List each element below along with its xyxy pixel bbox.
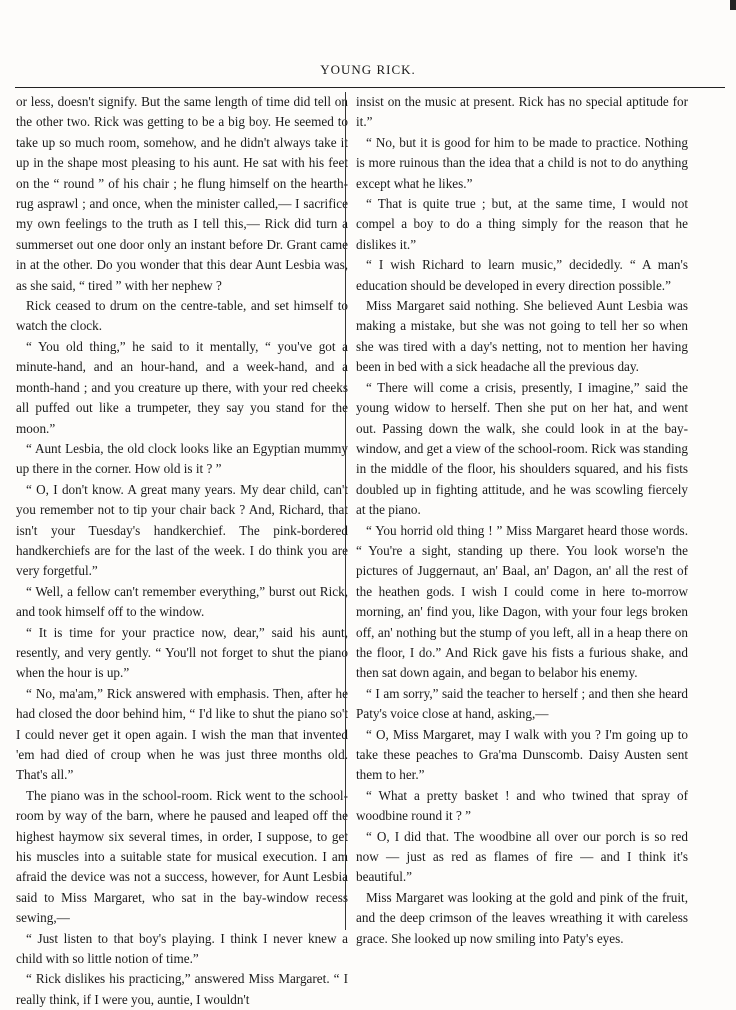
paragraph: “ You horrid old thing ! ” Miss Margaret heard those words. “ You're a sight, standing up there. You look worse'n the pictures of Juggernaut, an' Baal, an' Dagon, an' all the rest of the heathen gods. I wish I could come in here to-morrow morning, an' find you, like Dagon, with your four legs broken off, an' nothing but the stump of you left, all in a heap there on the floor, I do.” And Rick gave his fists a furious shake, and then sat down again, and began to belabor his enemy. <box>356 522 688 681</box>
paragraph: “ O, I did that. The woodbine all over our porch is so red now — just as red as flames of fire — and I think it's beautiful.” <box>356 828 688 885</box>
paragraph: “ Rick dislikes his practicing,” answered Miss Margaret. “ I really think, if I were you, auntie, I wouldn't <box>16 971 348 1007</box>
paragraph: The piano was in the school-room. Rick went to the school-room by way of the barn, where he paused and leaped off the highest haymow six several times, in order, I suppose, to get his muscles into a suitable state for musical execution. I am afraid the device was not a success, however, for Aunt Lesbia said to Miss Margaret, who sat in the bay-window recess sewing,— <box>16 787 348 926</box>
corner-mark <box>730 0 736 10</box>
right-column <box>356 92 688 949</box>
paragraph: Miss Margaret was looking at the gold and pink of the fruit, and the deep crimson of the leaves wreathing it with careless grace. She looked up now smiling into Paty's eyes. <box>356 889 688 946</box>
paragraph: “ O, Miss Margaret, may I walk with you ? I'm going up to take these peaches to Gra'ma Dunscomb. Daisy Austen sent them to her.” <box>356 726 688 783</box>
paragraph: “ That is quite true ; but, at the same time, I would not compel a boy to do a thing simply for the reason that he dislikes it.” <box>356 196 688 252</box>
paragraph: “ Well, a fellow can't remember everything,” burst out Rick, and took himself off to the window. <box>16 583 348 620</box>
paragraph: “ There will come a crisis, presently, I imagine,” said the young widow to herself. Then she put on her hat, and went out. Passing down the walk, she could look in at the bay-window, and get a view of the school-room. Rick was standing in the middle of the floor, his shoulders squared, and his fists doubled up in fighting attitude, and he was scowling fiercely at the piano. <box>356 379 688 518</box>
paragraph: or less, doesn't signify. But the same length of time did tell on the other two. Rick was getting to be a big boy. He seemed to take up so much room, somehow, and he didn't always take it up in the shape most pleasing to his aunt. He sat with his feet on the “ round ” of his chair ; he flung himself on the hearth-rug asprawl ; and once, when the minister called,— I sacrifice my own feelings to the truth as I tell this,— Rick did turn a summerset out one door only an instant before Dr. Grant came in at the other. Do you wonder that this dear Aunt Lesbia was, as she said, “ tired ” with her nephew ? <box>16 94 348 293</box>
paragraph: “ I am sorry,” said the teacher to herself ; and then she heard Paty's voice close at hand, asking,— <box>356 685 688 722</box>
running-head: YOUNG RICK. <box>320 62 416 77</box>
paragraph: Rick ceased to drum on the centre-table, and set himself to watch the clock. <box>16 298 348 334</box>
column-divider <box>345 92 346 930</box>
paragraph: “ No, ma'am,” Rick answered with emphasis. Then, after he had closed the door behind him, “ I'd like to shut the piano so't I could never get it open again. I wish the man that invented 'em had died of croup when he was just three months old. That's all.” <box>16 685 348 783</box>
paragraph: “ Aunt Lesbia, the old clock looks like an Egyptian mummy up there in the corner. How old is it ? ” <box>16 440 348 477</box>
paragraph: “ What a pretty basket ! and who twined that spray of woodbine round it ? ” <box>356 787 688 824</box>
paragraph: insist on the music at present. Rick has no special aptitude for it.” <box>356 94 688 130</box>
paragraph: “ I wish Richard to learn music,” decidedly. “ A man's education should be developed in every direction possible.” <box>356 257 688 293</box>
paragraph: “ No, but it is good for him to be made to practice. Nothing is more ruinous than the idea that a child is not to do anything except what he likes.” <box>356 134 688 191</box>
paragraph: “ Just listen to that boy's playing. I think I never knew a child with so little notion of time.” <box>16 930 348 967</box>
header-rule <box>15 87 725 88</box>
left-column <box>16 92 348 1010</box>
paragraph: “ It is time for your practice now, dear,” said his aunt, resently, and very gently. “ You'll not forget to shut the piano when the hour is up.” <box>16 624 348 681</box>
paragraph: Miss Margaret said nothing. She believed Aunt Lesbia was making a mistake, but she was not going to tell her so when she was tired with a day's netting, not to mention her having been in bed with a sick headache all the previous day. <box>356 298 688 375</box>
paragraph: “ O, I don't know. A great many years. My dear child, can't you remember not to tip your chair back ? And, Richard, that isn't your Tuesday's handkerchief. The pink-bordered handkerchiefs are for the last of the week. I do think you are very forgetful.” <box>16 481 348 579</box>
paragraph: “ You old thing,” he said to it mentally, “ you've got a minute-hand, and an hour-hand, and a week-hand, and a month-hand ; and you creature up there, with your red cheeks all puffed out like a trumpeter, they say you stand for the moon.” <box>16 338 348 436</box>
